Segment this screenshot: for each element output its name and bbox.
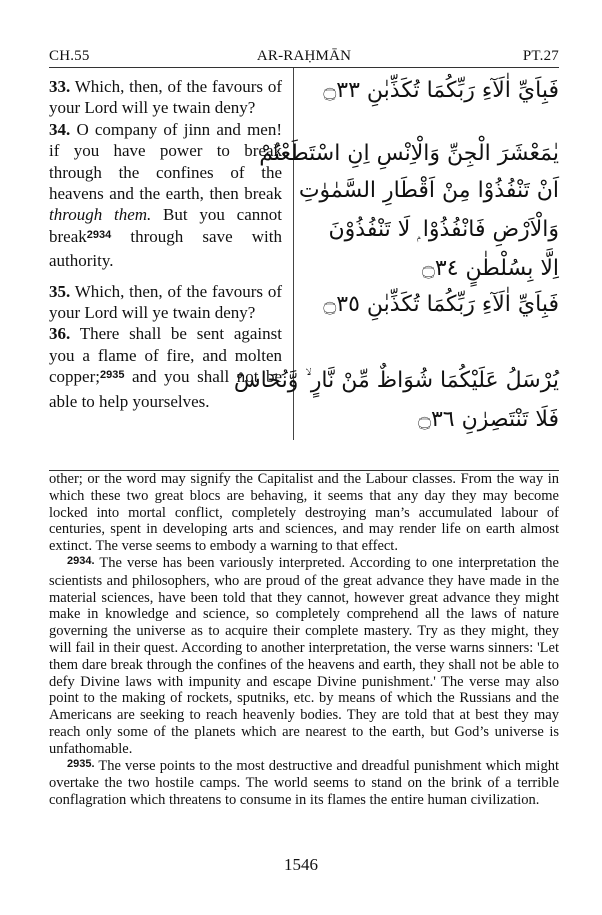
verse-text: Which, then, of the favours of your Lord will ye twain deny? [49, 77, 282, 118]
verse-34 [49, 119, 282, 272]
footnote-text: The verse points to the most destructive and dreadful punishment which might overtake the two hostile camps. The world seems to stand on the brink of a terrible conflagration which threatens to consume in its flames the entire human civilization. [49, 757, 559, 809]
verse-text: and you shall not be able to help yourselves. [49, 367, 282, 411]
verse-35 [49, 281, 282, 324]
translation-column [49, 76, 282, 412]
surah-title: AR-RAḤMĀN [256, 48, 352, 64]
arabic-line-6: فَبِاَيِّ اٰلَآءِ رَبِّكُمَا تُكَذِّبٰنِ ۝٣٥ [323, 292, 559, 317]
verse-number: 35. [49, 281, 71, 301]
verse-emphasis: through them. [49, 205, 152, 225]
verse-text: O company of jinn and men! if you have power to break through the confines of the heavens and the earth, then break [49, 119, 282, 204]
chapter-label: CH.55 [49, 48, 90, 64]
verse-number: 33. [49, 77, 71, 96]
arabic-line-2: يٰمَعْشَرَ الْجِنِّ وَالْاِنْسِ اِنِ اسْتَطَعْتُمْ [259, 141, 559, 166]
verse-number: 36. [49, 324, 71, 344]
arabic-line-8: فَلَا تَنْتَصِرٰنِ ۝٣٦ [418, 407, 559, 432]
footnote-ref-2935[interactable]: 2935 [99, 369, 125, 382]
footnote-text: The verse has been variously interpreted. According to one interpretation the scientists and philosophers, who are proud of the great advance they have made in the material sciences, have been told that they cannot, however great advance they might make in knowledge and science, so completely comprehend all the laws of nature governing the universe as to acquire their complete mastery. Try as they might, they will fail in their quest. According to another interpretation, the verse warns sinners: 'Let them dare break through the confines of the heavens and earth, they shall not be able to defy Divine laws with impunity and escape Divine punishment.' The verse may also point to the making of rockets, sputniks, etc. by means of which the Russians and the Americans are seeking to reach heavenly bodies. They are told that at best they may reach only some of the planets which are nearest to the earth, but God’s universe is unfathomable. [49, 554, 559, 757]
header-rule [49, 67, 559, 68]
page-header [49, 48, 559, 68]
footnote-continued: other; or the word may signify the Capitalist and the Labour classes. From the way in which these two great blocs are behaving, it seems that any day they may become locked into mortal conflict, completely destroying man’s accumulated labour of centuries, spent in developing arts and sciences, and may render life on earth almost extinct. The verse seems to embody a warning to that effect. [49, 471, 559, 555]
arabic-line-5: اِلَّا بِسُلْطٰنٍ ۝٣٤ [421, 256, 559, 281]
part-label: PT.27 [522, 48, 559, 64]
verse-text: through save with authority. [49, 226, 282, 271]
arabic-line-1: فَبِاَيِّ اٰلَآءِ رَبِّكُمَا تُكَذِّبٰنِ ۝٣٣ [323, 78, 559, 103]
verse-text: But you cannot break [49, 205, 282, 246]
footnotes [49, 471, 559, 809]
verse-text: There shall be sent against you a flame of fire, and molten copper; [49, 324, 282, 387]
verse-33 [49, 76, 282, 119]
verse-number: 34. [49, 119, 71, 139]
arabic-line-7: يُرْسَلُ عَلَيْكُمَا شُوَاظٌ مِّنْ نَّارٍ ۙ وَّنُحَاسٌ [233, 368, 559, 393]
footnote-number: 2934. [67, 554, 95, 567]
page-number: 1546 [284, 855, 318, 874]
footnote-2934 [49, 555, 559, 758]
arabic-line-4: وَالْاَرْضِ فَانْفُذُوْا ۭ لَا تَنْفُذُوْنَ [328, 217, 559, 242]
verse-text: Which, then, of the favours of your Lord will ye twain deny? [49, 281, 282, 323]
footnote-number: 2935. [67, 757, 95, 770]
arabic-line-3: اَنْ تَنْفُذُوْا مِنْ اَقْطَارِ السَّمٰوٰتِ [298, 178, 559, 203]
footnote-2935 [49, 758, 559, 809]
footnote-ref-2934[interactable]: 2934 [86, 228, 112, 241]
